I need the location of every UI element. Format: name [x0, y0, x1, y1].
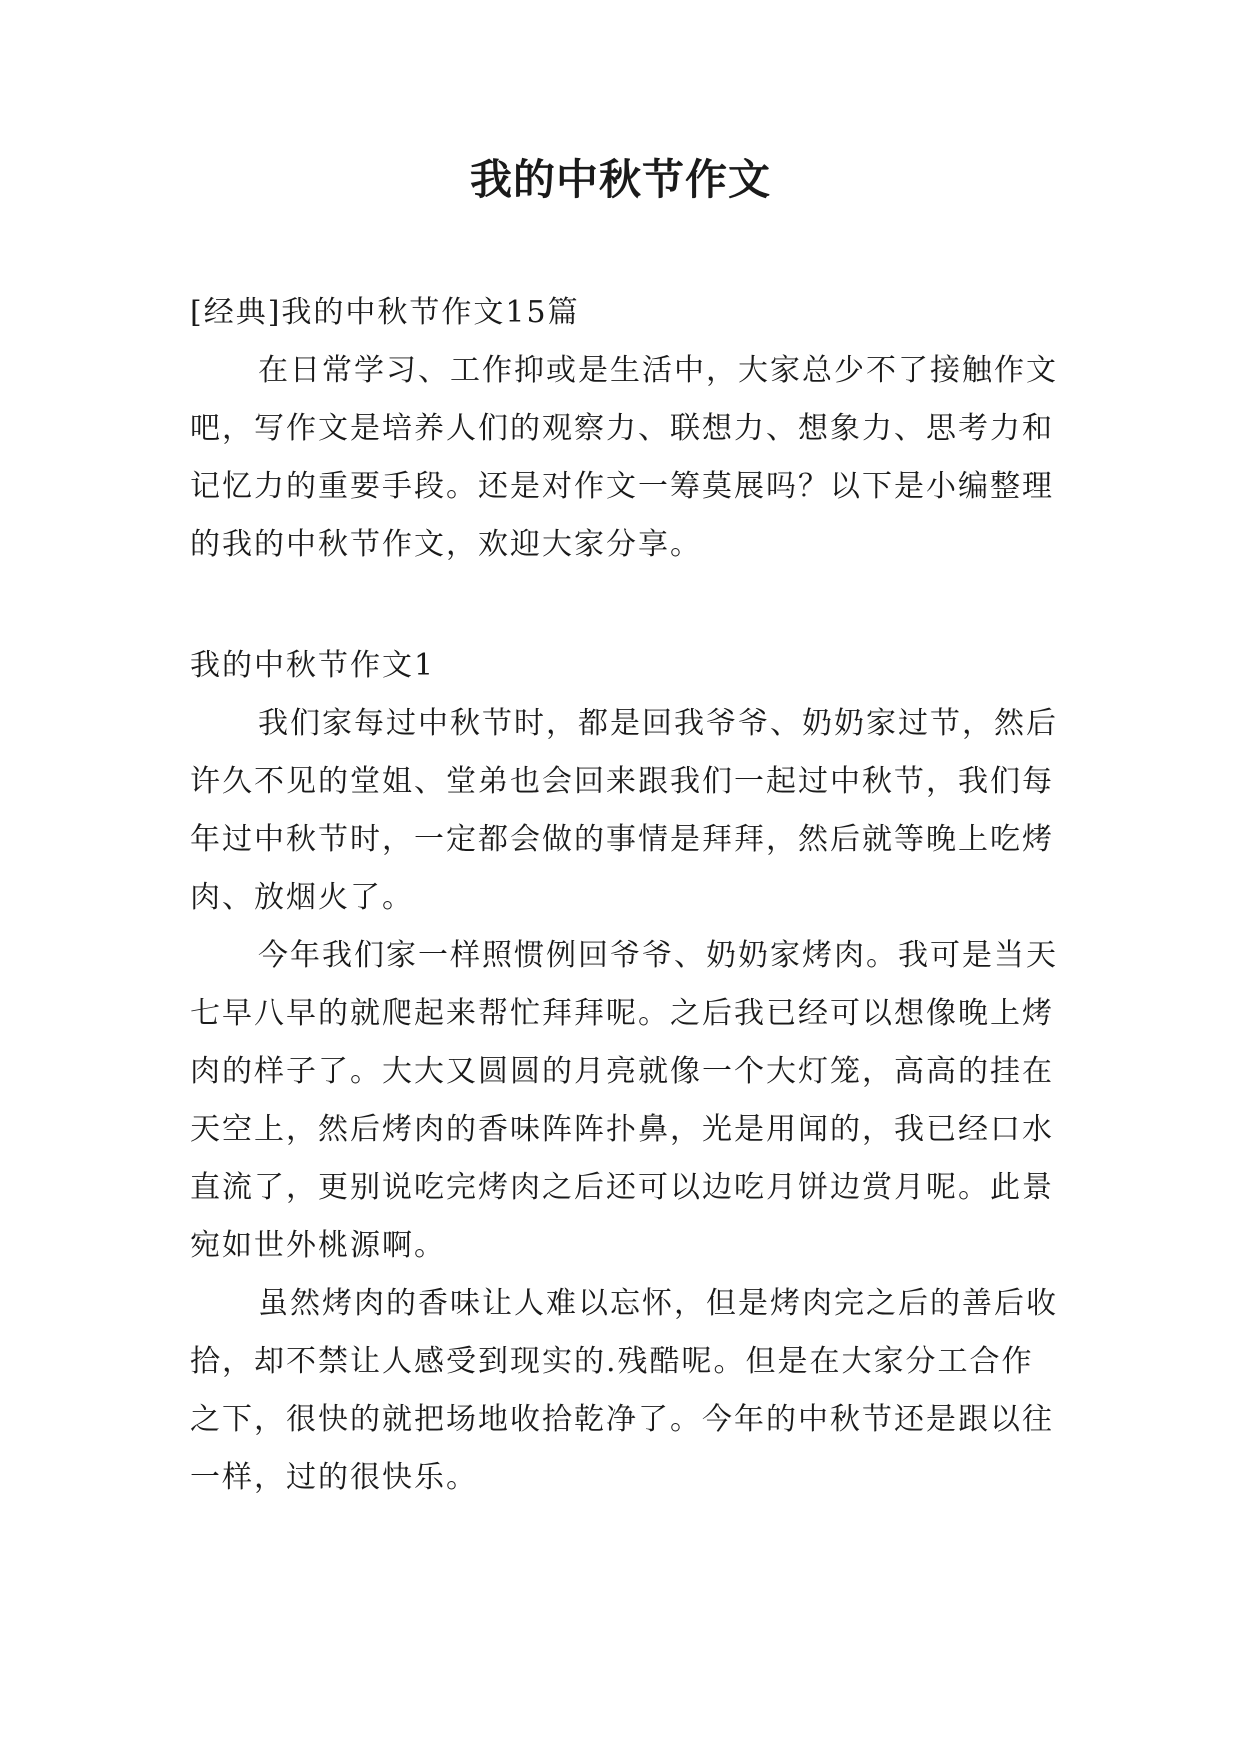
subtitle-text: [经典]我的中秋节作文15篇: [190, 295, 580, 330]
paragraph: 虽然烤肉的香味让人难以忘怀，但是烤肉完之后的善后收拾，却不禁让人感受到现实的.残酷呢。但是在大家分工合作之下，很快的就把场地收拾乾净了。今年的中秋节还是跟以往一样，过的很快乐。: [190, 1286, 1058, 1495]
section-heading: 我的中秋节作文1: [190, 648, 436, 683]
section-body: [190, 695, 1060, 1507]
paragraph: 今年我们家一样照惯例回爷爷、奶奶家烤肉。我可是当天七早八早的就爬起来帮忙拜拜呢。之后我已经可以想像晚上烤肉的样子了。大大又圆圆的月亮就像一个大灯笼，高高的挂在天空上，然后烤肉的香味阵阵扑鼻，光是用闻的，我已经口水直流了，更别说吃完烤肉之后还可以边吃月饼边赏月呢。此景宛如世外桃源啊。: [190, 938, 1058, 1263]
intro-paragraph: 在日常学习、工作抑或是生活中，大家总少不了接触作文吧，写作文是培养人们的观察力、联想力、想象力、思考力和记忆力的重要手段。还是对作文一筹莫展吗？以下是小编整理的我的中秋节作文，欢迎大家分享。: [190, 353, 1058, 562]
section-heading-block: [190, 637, 1060, 695]
intro-section: [190, 342, 1060, 574]
document-title: 我的中秋节作文: [469, 155, 771, 204]
paragraph: 我们家每过中秋节时，都是回我爷爷、奶奶家过节，然后许久不见的堂姐、堂弟也会回来跟我们一起过中秋节，我们每年过中秋节时，一定都会做的事情是拜拜，然后就等晚上吃烤肉、放烟火了。: [190, 706, 1058, 915]
document-subtitle: [190, 284, 1060, 342]
